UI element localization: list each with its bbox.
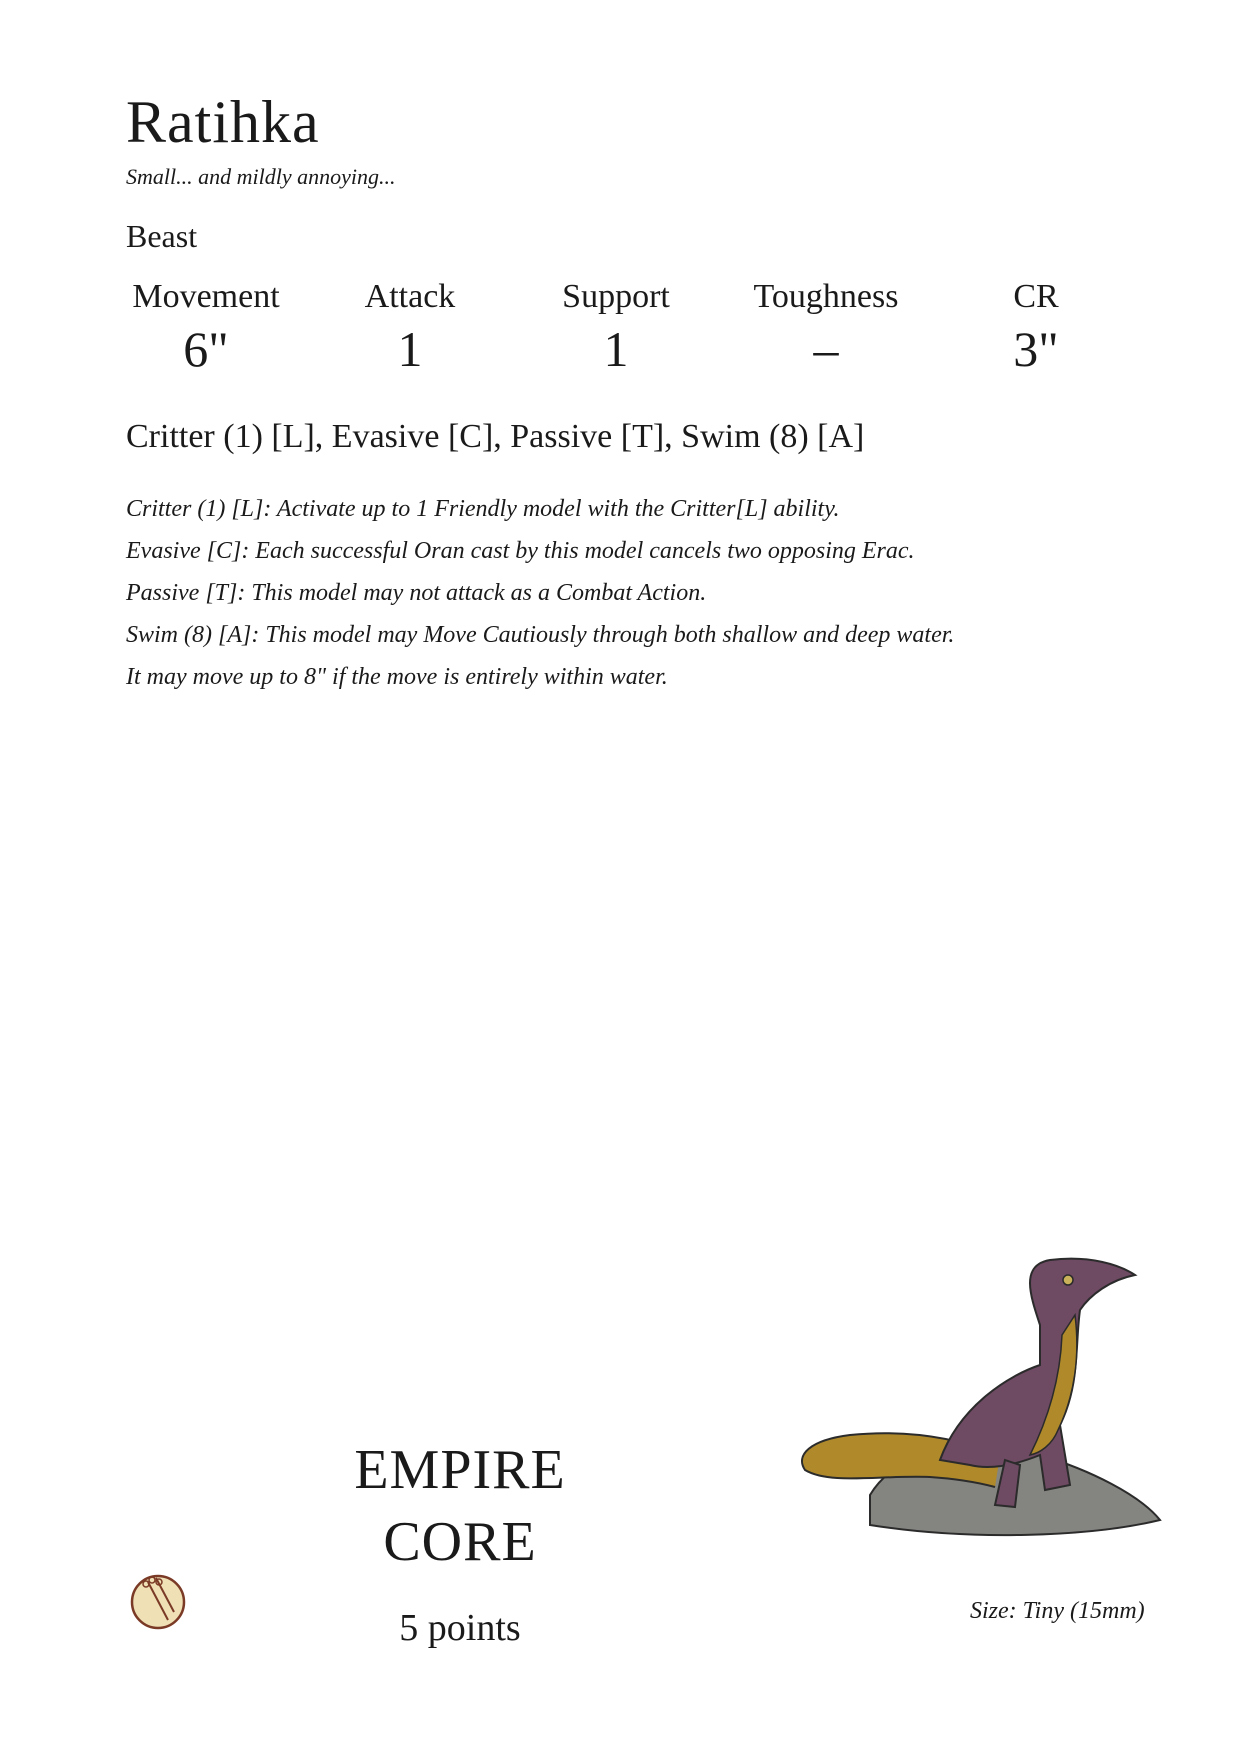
stat-label: CR [1013, 278, 1059, 315]
faction-name: EMPIRE [354, 1439, 566, 1501]
creature-eye [1063, 1275, 1073, 1285]
size-note: Size: Tiny (15mm) [970, 1598, 1145, 1624]
stat-value: 3" [1013, 321, 1059, 378]
abilities-summary: Critter (1) [L], Evasive [C], Passive [T], Swim (8) [A] [126, 418, 865, 455]
stat-block [126, 278, 1126, 388]
stat-movement [106, 278, 306, 379]
stat-toughness [726, 278, 926, 379]
rule-line: Passive [T]: This model may not attack as a Combat Action. [126, 580, 707, 606]
stat-attack [310, 278, 510, 379]
stat-support [516, 278, 716, 379]
creature-illustration [790, 1255, 1170, 1545]
stat-label: Attack [364, 278, 456, 315]
stat-cr [936, 278, 1136, 379]
rule-line: Critter (1) [L]: Activate up to 1 Friendly model with the Critter[L] ability. [126, 496, 840, 522]
stat-value: 1 [603, 321, 629, 378]
unit-name: Ratihka [126, 89, 320, 155]
creature-body [940, 1259, 1135, 1490]
stat-value: 6" [183, 321, 229, 378]
rule-line: Swim (8) [A]: This model may Move Cautiously through both shallow and deep water. [126, 622, 955, 648]
emblem-icon [126, 1568, 190, 1632]
stat-label: Support [562, 278, 670, 315]
stat-label: Movement [132, 278, 280, 315]
unit-tagline: Small... and mildly annoying... [126, 164, 396, 189]
point-cost: 5 points [399, 1607, 521, 1649]
unit-type: Beast [126, 218, 198, 254]
stat-value: 1 [397, 321, 423, 378]
stat-label: Toughness [753, 278, 899, 315]
rules-text [126, 488, 1156, 698]
faction-block [290, 1434, 630, 1650]
rule-line: It may move up to 8" if the move is entirely within water. [126, 664, 668, 690]
stat-value: – [813, 321, 839, 378]
faction-rank: CORE [383, 1511, 537, 1573]
rule-line: Evasive [C]: Each successful Oran cast by this model cancels two opposing Erac. [126, 538, 915, 564]
